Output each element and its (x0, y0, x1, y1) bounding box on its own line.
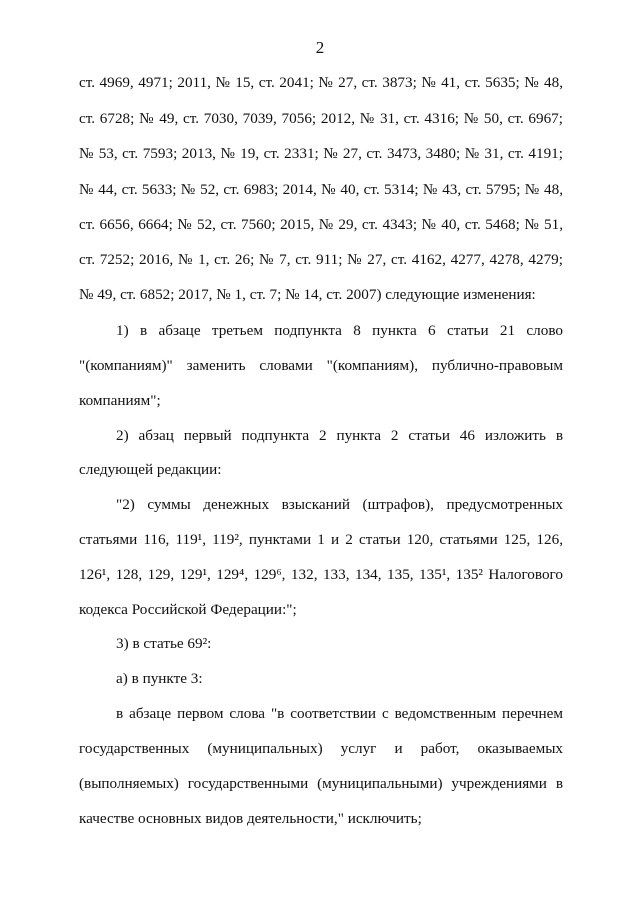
text-line: № 53, ст. 7593; 2013, № 19, ст. 2331; № 27, ст. 3473, 3480; № 31, ст. 4191; (79, 145, 563, 162)
text-line: № 49, ст. 6852; 2017, № 1, ст. 7; № 14, ст. 2007) следующие изменения: (79, 286, 536, 303)
text-line: компаниям"; (79, 392, 161, 409)
text-line: ст. 6656, 6664; № 52, ст. 7560; 2015, № 29, ст. 4343; № 40, ст. 5468; № 51, (79, 216, 563, 233)
text-line: качестве основных видов деятельности," исключить; (79, 810, 422, 827)
text-line: 126¹, 128, 129, 129¹, 129⁴, 129⁶, 132, 133, 134, 135, 135¹, 135² Налогового (79, 566, 563, 583)
text-line: в абзаце первом слова "в соответствии с ведомственным перечнем (116, 705, 563, 722)
text-line: ст. 6728; № 49, ст. 7030, 7039, 7056; 2012, № 31, ст. 4316; № 50, ст. 6967; (79, 110, 563, 127)
text-line: государственных (муниципальных) услуг и работ, оказываемых (79, 740, 563, 757)
text-line: "2) суммы денежных взысканий (штрафов), предусмотренных (116, 496, 563, 513)
text-line: ст. 7252; 2016, № 1, ст. 26; № 7, ст. 911; № 27, ст. 4162, 4277, 4278, 4279; (79, 251, 563, 268)
text-line: ст. 4969, 4971; 2011, № 15, ст. 2041; № 27, ст. 3873; № 41, ст. 5635; № 48, (79, 74, 563, 91)
text-line: 3) в статье 69²: (116, 635, 212, 652)
text-line: 1) в абзаце третьем подпункта 8 пункта 6 статьи 21 слово (116, 322, 563, 339)
text-line: 2) абзац первый подпункта 2 пункта 2 статьи 46 изложить в (116, 427, 563, 444)
text-line: (выполняемых) государственными (муниципальными) учреждениями в (79, 775, 563, 792)
text-line: № 44, ст. 5633; № 52, ст. 6983; 2014, № 40, ст. 5314; № 43, ст. 5795; № 48, (79, 181, 563, 198)
text-line: а) в пункте 3: (116, 670, 203, 687)
text-line: статьями 116, 119¹, 119², пунктами 1 и 2 статьи 120, статьями 125, 126, (79, 531, 563, 548)
text-line: следующей редакции: (79, 461, 222, 478)
page-number: 2 (315, 38, 325, 57)
text-line: кодекса Российской Федерации:"; (79, 601, 297, 618)
text-line: "(компаниям)" заменить словами "(компаниям), публично-правовым (79, 357, 563, 374)
